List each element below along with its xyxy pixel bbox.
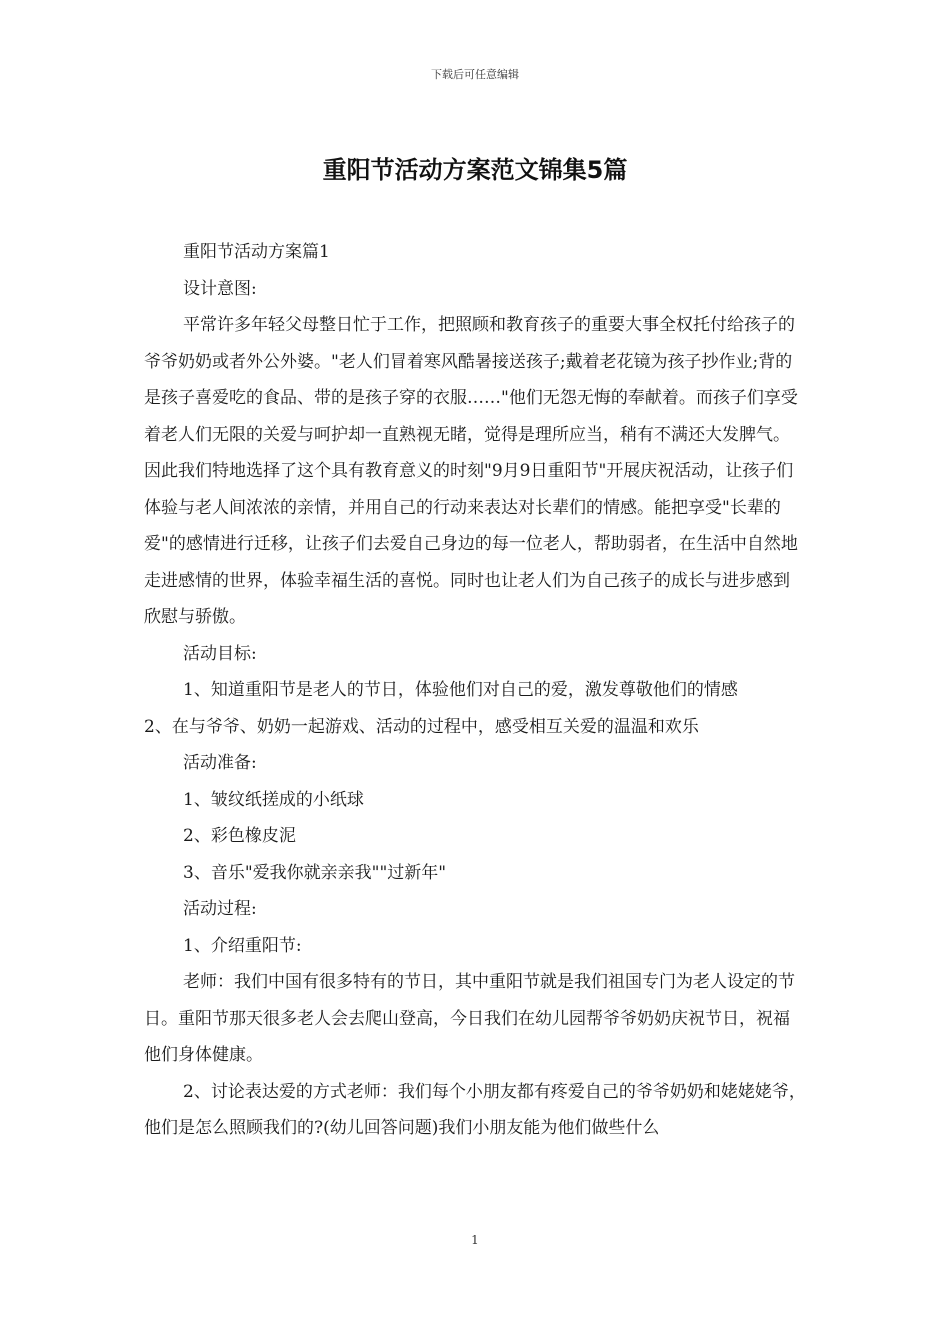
section-heading: 重阳节活动方案篇1 (183, 242, 330, 262)
page-number: 1 (471, 1233, 479, 1247)
list-item-prep-1: 1、皱纹纸搓成的小纸球 (183, 789, 364, 810)
subheading-activity-preparation: 活动准备: (183, 753, 257, 773)
paragraph-discussion: 2、讨论表达爱的方式老师：我们每个小朋友都有疼爱自己的爷爷奶奶和姥姥姥爷，他们是怎么照顾我们的?(幼儿回答问题)我们小朋友能为他们做些什么 (144, 1081, 806, 1138)
header-note: 下载后可任意编辑 (431, 68, 519, 81)
list-item-prep-3: 3、音乐"爱我你就亲亲我""过新年" (183, 862, 447, 883)
paragraph-design-intent: 平常许多年轻父母整日忙于工作，把照顾和教育孩子的重要大事全权托付给孩子的爷爷奶奶或者外公外婆。"老人们冒着寒风酷暑接送孩子;戴着老花镜为孩子抄作业;背的是孩子喜爱吃的食品、带的是孩子穿的衣服……"他们无怨无悔的奉献着。而孩子们享受着老人们无限的关爱与呵护却一直熟视无睹，觉得是理所应当，稍有不满还大发脾气。因此我们特地选择了这个具有教育意义的时刻"9月9日重阳节"开展庆祝活动，让孩子们体验与老人间浓浓的亲情，并用自己的行动来表达对长辈们的情感。能把享受"长辈的爱"的感情进行迁移，让孩子们去爱自己身边的每一位老人，帮助弱者，在生活中自然地走进感情的世界，体验幸福生活的喜悦。同时也让老人们为自己孩子的成长与进步感到欣慰与骄傲。 (144, 315, 798, 627)
list-item-prep-2: 2、彩色橡皮泥 (183, 826, 296, 846)
document-title: 重阳节活动方案范文锦集5篇 (322, 156, 628, 184)
subheading-design-intent: 设计意图: (183, 278, 257, 299)
subheading-activity-goals: 活动目标: (183, 643, 257, 664)
list-item-goal-2: 2、在与爷爷、奶奶一起游戏、活动的过程中，感受相互关爱的温温和欢乐 (144, 716, 699, 737)
list-item-goal-1: 1、知道重阳节是老人的节日，体验他们对自己的爱，激发尊敬他们的情感 (183, 680, 738, 700)
subheading-activity-process: 活动过程: (183, 899, 257, 919)
document-body (144, 234, 806, 1147)
list-item-process-1: 1、介绍重阳节: (183, 935, 302, 956)
paragraph-teacher-intro: 老师：我们中国有很多特有的节日，其中重阳节就是我们祖国专门为老人设定的节日。重阳节那天很多老人会去爬山登高，今日我们在幼儿园帮爷爷奶奶庆祝节日，祝福他们身体健康。 (144, 972, 795, 1065)
